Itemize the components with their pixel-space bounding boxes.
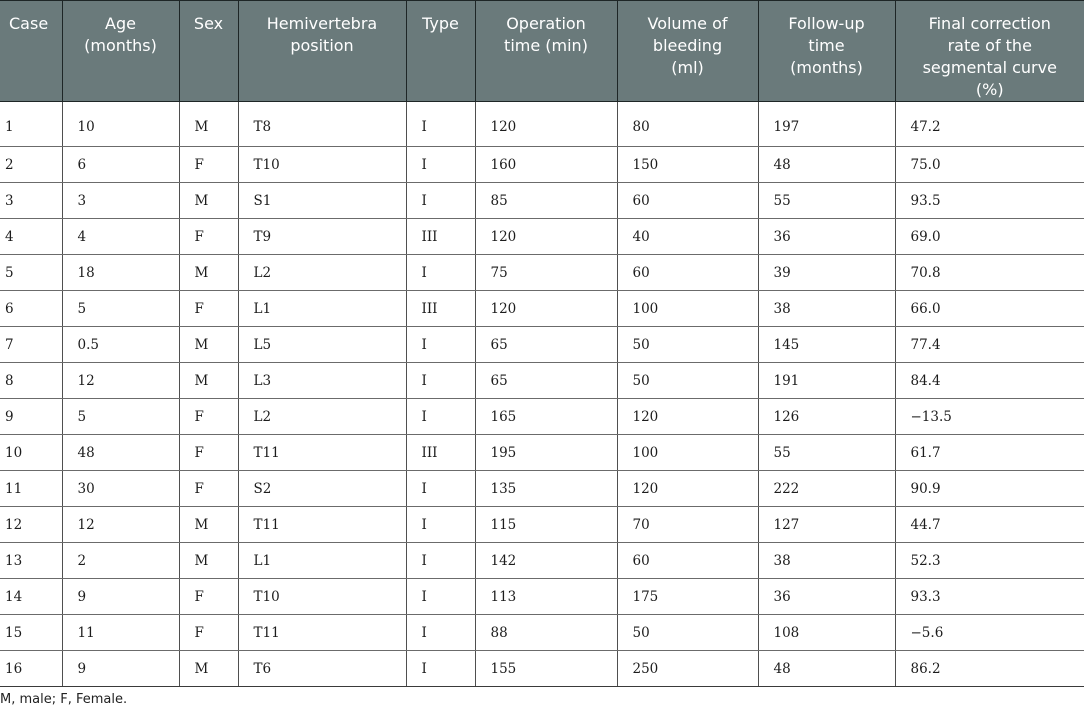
cell-volume-of-bleeding: 100 — [617, 435, 758, 471]
cell-case: 5 — [0, 255, 62, 291]
cell-sex: M — [179, 255, 238, 291]
cell-final-correction-rate: 93.5 — [895, 183, 1084, 219]
cell-age: 48 — [62, 435, 179, 471]
cell-age: 12 — [62, 363, 179, 399]
cell-volume-of-bleeding: 60 — [617, 543, 758, 579]
cell-operation-time: 85 — [475, 183, 617, 219]
cell-hemivertebra-position: T8 — [238, 102, 406, 147]
table-row — [0, 399, 1084, 435]
cell-follow-up-time: 55 — [758, 183, 895, 219]
cell-sex: M — [179, 507, 238, 543]
cell-hemivertebra-position: T6 — [238, 651, 406, 687]
cell-case: 1 — [0, 102, 62, 147]
cell-type: I — [406, 363, 475, 399]
cell-volume-of-bleeding: 60 — [617, 255, 758, 291]
cell-follow-up-time: 108 — [758, 615, 895, 651]
cell-case: 6 — [0, 291, 62, 327]
table-row — [0, 147, 1084, 183]
cell-type: I — [406, 399, 475, 435]
cell-type: I — [406, 579, 475, 615]
table-footnote: M, male; F, Female. — [0, 692, 128, 707]
cell-final-correction-rate: 70.8 — [895, 255, 1084, 291]
cell-sex: F — [179, 471, 238, 507]
cell-type: I — [406, 183, 475, 219]
cell-operation-time: 120 — [475, 219, 617, 255]
cell-sex: M — [179, 183, 238, 219]
cell-age: 30 — [62, 471, 179, 507]
cell-follow-up-time: 48 — [758, 147, 895, 183]
table-row — [0, 651, 1084, 687]
header-case: Case — [0, 1, 62, 102]
cell-type: I — [406, 471, 475, 507]
cell-hemivertebra-position: T10 — [238, 147, 406, 183]
cell-operation-time: 65 — [475, 327, 617, 363]
table-row — [0, 291, 1084, 327]
cell-case: 12 — [0, 507, 62, 543]
table-body — [0, 102, 1084, 687]
cell-volume-of-bleeding: 100 — [617, 291, 758, 327]
cell-case: 7 — [0, 327, 62, 363]
cell-hemivertebra-position: T11 — [238, 507, 406, 543]
cell-operation-time: 165 — [475, 399, 617, 435]
cell-follow-up-time: 191 — [758, 363, 895, 399]
header-final-correction-rate: Final correction rate of the segmental curve (%) — [895, 1, 1084, 102]
header-operation-time: Operation time (min) — [475, 1, 617, 102]
cell-case: 9 — [0, 399, 62, 435]
header-follow-up-time: Follow-up time (months) — [758, 1, 895, 102]
cell-operation-time: 195 — [475, 435, 617, 471]
cell-final-correction-rate: 77.4 — [895, 327, 1084, 363]
cell-follow-up-time: 145 — [758, 327, 895, 363]
cell-type: I — [406, 327, 475, 363]
table-row — [0, 102, 1084, 147]
table-row — [0, 327, 1084, 363]
cell-hemivertebra-position: L1 — [238, 543, 406, 579]
cell-final-correction-rate: 86.2 — [895, 651, 1084, 687]
cell-operation-time: 115 — [475, 507, 617, 543]
cell-follow-up-time: 36 — [758, 579, 895, 615]
cell-type: I — [406, 102, 475, 147]
cell-follow-up-time: 55 — [758, 435, 895, 471]
cell-type: I — [406, 615, 475, 651]
cell-type: I — [406, 543, 475, 579]
cell-final-correction-rate: 66.0 — [895, 291, 1084, 327]
cell-age: 9 — [62, 651, 179, 687]
cell-age: 2 — [62, 543, 179, 579]
cell-sex: M — [179, 363, 238, 399]
cell-age: 10 — [62, 102, 179, 147]
cell-sex: F — [179, 435, 238, 471]
cell-operation-time: 160 — [475, 147, 617, 183]
cell-age: 5 — [62, 399, 179, 435]
cell-hemivertebra-position: S2 — [238, 471, 406, 507]
cell-final-correction-rate: 61.7 — [895, 435, 1084, 471]
cell-operation-time: 135 — [475, 471, 617, 507]
cell-type: I — [406, 255, 475, 291]
cell-case: 16 — [0, 651, 62, 687]
cell-operation-time: 75 — [475, 255, 617, 291]
cell-age: 11 — [62, 615, 179, 651]
cell-case: 15 — [0, 615, 62, 651]
cell-volume-of-bleeding: 150 — [617, 147, 758, 183]
cell-case: 3 — [0, 183, 62, 219]
cell-type: III — [406, 435, 475, 471]
cell-type: III — [406, 291, 475, 327]
cell-hemivertebra-position: L2 — [238, 255, 406, 291]
cell-final-correction-rate: 47.2 — [895, 102, 1084, 147]
cell-hemivertebra-position: S1 — [238, 183, 406, 219]
cell-operation-time: 120 — [475, 102, 617, 147]
cell-volume-of-bleeding: 60 — [617, 183, 758, 219]
cell-age: 5 — [62, 291, 179, 327]
cell-follow-up-time: 38 — [758, 543, 895, 579]
table-row — [0, 435, 1084, 471]
cell-sex: F — [179, 579, 238, 615]
cell-type: I — [406, 651, 475, 687]
cell-hemivertebra-position: T10 — [238, 579, 406, 615]
cell-volume-of-bleeding: 50 — [617, 327, 758, 363]
cell-sex: M — [179, 102, 238, 147]
header-age: Age (months) — [62, 1, 179, 102]
cell-final-correction-rate: 75.0 — [895, 147, 1084, 183]
cell-case: 14 — [0, 579, 62, 615]
cell-age: 12 — [62, 507, 179, 543]
cell-follow-up-time: 48 — [758, 651, 895, 687]
header-hemivertebra-position: Hemivertebra position — [238, 1, 406, 102]
cell-sex: M — [179, 327, 238, 363]
header-type: Type — [406, 1, 475, 102]
cell-sex: M — [179, 543, 238, 579]
cell-operation-time: 65 — [475, 363, 617, 399]
header-sex: Sex — [179, 1, 238, 102]
cell-hemivertebra-position: T11 — [238, 615, 406, 651]
cell-type: I — [406, 147, 475, 183]
cell-sex: F — [179, 219, 238, 255]
cell-final-correction-rate: −13.5 — [895, 399, 1084, 435]
cell-age: 0.5 — [62, 327, 179, 363]
cell-final-correction-rate: −5.6 — [895, 615, 1084, 651]
cell-hemivertebra-position: L5 — [238, 327, 406, 363]
cell-final-correction-rate: 52.3 — [895, 543, 1084, 579]
cell-follow-up-time: 127 — [758, 507, 895, 543]
cell-sex: M — [179, 651, 238, 687]
cell-follow-up-time: 36 — [758, 219, 895, 255]
cell-hemivertebra-position: L2 — [238, 399, 406, 435]
cell-operation-time: 88 — [475, 615, 617, 651]
cell-sex: F — [179, 399, 238, 435]
cell-case: 2 — [0, 147, 62, 183]
cell-case: 10 — [0, 435, 62, 471]
table-row — [0, 615, 1084, 651]
cell-case: 11 — [0, 471, 62, 507]
cell-hemivertebra-position: L1 — [238, 291, 406, 327]
cell-volume-of-bleeding: 50 — [617, 615, 758, 651]
cell-case: 4 — [0, 219, 62, 255]
cell-sex: F — [179, 291, 238, 327]
cell-volume-of-bleeding: 120 — [617, 471, 758, 507]
cell-volume-of-bleeding: 120 — [617, 399, 758, 435]
cell-age: 18 — [62, 255, 179, 291]
cell-follow-up-time: 126 — [758, 399, 895, 435]
cell-hemivertebra-position: T11 — [238, 435, 406, 471]
cell-operation-time: 142 — [475, 543, 617, 579]
cell-hemivertebra-position: L3 — [238, 363, 406, 399]
cell-operation-time: 113 — [475, 579, 617, 615]
cell-volume-of-bleeding: 50 — [617, 363, 758, 399]
cell-sex: F — [179, 147, 238, 183]
table-row — [0, 507, 1084, 543]
cell-follow-up-time: 222 — [758, 471, 895, 507]
cell-final-correction-rate: 84.4 — [895, 363, 1084, 399]
header-volume-of-bleeding: Volume of bleeding (ml) — [617, 1, 758, 102]
cell-final-correction-rate: 44.7 — [895, 507, 1084, 543]
cell-case: 13 — [0, 543, 62, 579]
cell-case: 8 — [0, 363, 62, 399]
cell-age: 6 — [62, 147, 179, 183]
cell-sex: F — [179, 615, 238, 651]
cell-operation-time: 120 — [475, 291, 617, 327]
cell-age: 4 — [62, 219, 179, 255]
cell-hemivertebra-position: T9 — [238, 219, 406, 255]
table-row — [0, 219, 1084, 255]
cell-age: 9 — [62, 579, 179, 615]
cell-operation-time: 155 — [475, 651, 617, 687]
table-row — [0, 543, 1084, 579]
table-header-row — [0, 1, 1084, 102]
cell-volume-of-bleeding: 175 — [617, 579, 758, 615]
table-row — [0, 579, 1084, 615]
table-row — [0, 255, 1084, 291]
cell-follow-up-time: 197 — [758, 102, 895, 147]
cell-type: III — [406, 219, 475, 255]
table-row — [0, 363, 1084, 399]
cell-final-correction-rate: 93.3 — [895, 579, 1084, 615]
cell-volume-of-bleeding: 70 — [617, 507, 758, 543]
cell-final-correction-rate: 69.0 — [895, 219, 1084, 255]
cell-type: I — [406, 507, 475, 543]
table-row — [0, 183, 1084, 219]
cell-volume-of-bleeding: 250 — [617, 651, 758, 687]
cell-age: 3 — [62, 183, 179, 219]
cell-volume-of-bleeding: 80 — [617, 102, 758, 147]
cell-follow-up-time: 38 — [758, 291, 895, 327]
cell-volume-of-bleeding: 40 — [617, 219, 758, 255]
cell-final-correction-rate: 90.9 — [895, 471, 1084, 507]
cell-follow-up-time: 39 — [758, 255, 895, 291]
table-row — [0, 471, 1084, 507]
